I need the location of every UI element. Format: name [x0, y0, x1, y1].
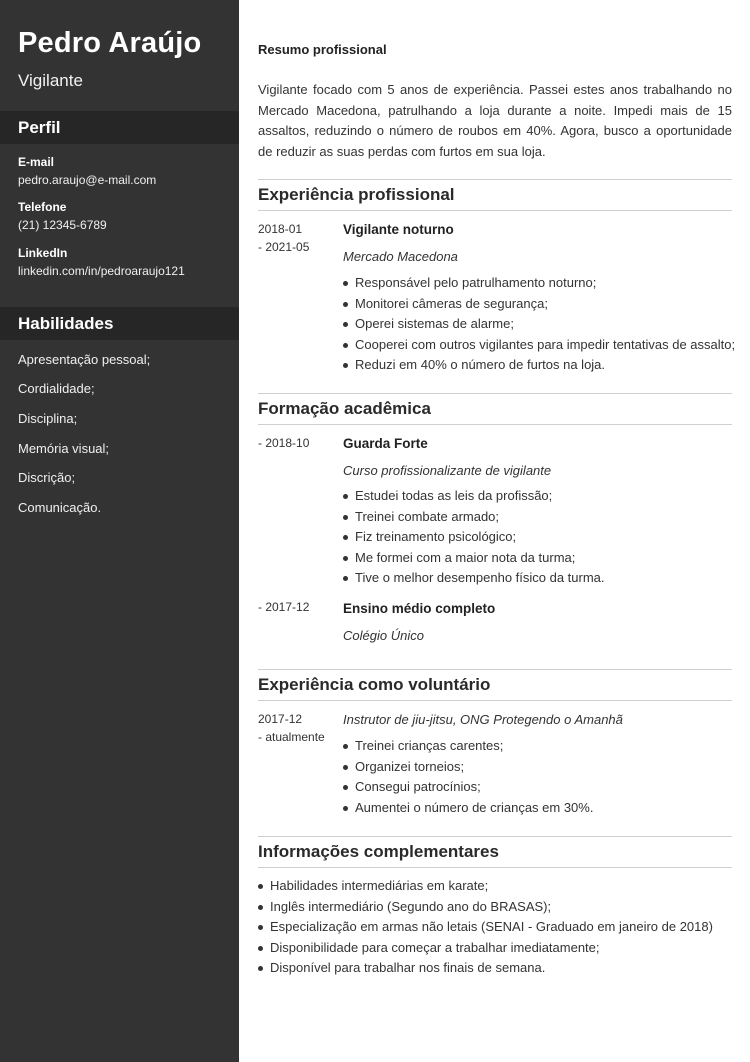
education-bullets [343, 486, 605, 589]
list-item: Fiz treinamento psicológico; [343, 527, 605, 548]
entry-date-end: - atualmente [258, 730, 325, 744]
skill-item: Comunicação. [18, 500, 102, 515]
skill-item: Memória visual; [18, 441, 110, 456]
list-item: Responsável pelo patrulhamento noturno; [343, 273, 735, 294]
entry-title: Vigilante noturno [343, 222, 454, 237]
list-item: Organizei torneios; [343, 757, 593, 778]
skill-item: Cordialidade; [18, 381, 95, 396]
skill-item: Disciplina; [18, 411, 78, 426]
entry-organization: Mercado Macedona [343, 249, 458, 264]
list-item: Disponibilidade para começar a trabalhar imediatamente; [258, 938, 713, 959]
list-item: Treinei combate armado; [343, 507, 605, 528]
experience-heading: Experiência profissional [258, 179, 732, 211]
sidebar [0, 0, 239, 1062]
profile-heading: Perfil [0, 111, 239, 144]
list-item: Me formei com a maior nota da turma; [343, 548, 605, 569]
education-heading: Formação acadêmica [258, 393, 732, 425]
volunteer-heading: Experiência como voluntário [258, 669, 732, 701]
linkedin-label: LinkedIn [18, 246, 68, 260]
skills-heading: Habilidades [0, 307, 239, 340]
list-item: Aumentei o número de crianças em 30%. [343, 798, 593, 819]
skill-item: Apresentação pessoal; [18, 352, 151, 367]
list-item: Consegui patrocínios; [343, 777, 593, 798]
entry-date: - 2017-12 [258, 600, 310, 614]
list-item: Reduzi em 40% o número de furtos na loja. [343, 355, 735, 376]
entry-title: Ensino médio completo [343, 601, 496, 616]
candidate-name: Pedro Araújo [18, 27, 202, 59]
entry-organization: Curso profissionalizante de vigilante [343, 463, 552, 478]
list-item: Estudei todas as leis da profissão; [343, 486, 605, 507]
list-item: Cooperei com outros vigilantes para impedir tentativas de assalto; [343, 335, 735, 356]
entry-organization: Instrutor de jiu-jitsu, ONG Protegendo o Amanhã [343, 712, 623, 727]
list-item: Tive o melhor desempenho físico da turma. [343, 568, 605, 589]
email-value: pedro.araujo@e-mail.com [18, 173, 157, 187]
list-item: Habilidades intermediárias em karate; [258, 876, 713, 897]
summary-text: Vigilante focado com 5 anos de experiência. Passei estes anos trabalhando no Mercado Macedona, patrulhando a loja durante a noite. Impedi mais de 15 assaltos, reduzindo o número de roubos em 40%. Agora, busco a oportunidade de reduzir as suas perdas com furtos em sua loja. [258, 82, 732, 159]
additional-bullets [258, 876, 713, 979]
list-item: Especialização em armas não letais (SENAI - Graduado em janeiro de 2018) [258, 917, 713, 938]
entry-date-start: 2018-01 [258, 222, 303, 236]
list-item: Operei sistemas de alarme; [343, 314, 735, 335]
list-item: Treinei crianças carentes; [343, 736, 593, 757]
list-item: Monitorei câmeras de segurança; [343, 294, 735, 315]
candidate-role: Vigilante [18, 71, 83, 90]
entry-organization: Colégio Único [343, 628, 424, 643]
phone-label: Telefone [18, 200, 67, 214]
additional-heading: Informações complementares [258, 836, 732, 868]
list-item: Inglês intermediário (Segundo ano do BRASAS); [258, 897, 713, 918]
list-item: Disponível para trabalhar nos finais de semana. [258, 958, 713, 979]
email-label: E-mail [18, 155, 55, 169]
entry-date: - 2018-10 [258, 436, 310, 450]
experience-bullets [343, 273, 735, 376]
entry-title: Guarda Forte [343, 436, 428, 451]
skill-item: Discrição; [18, 470, 76, 485]
summary-title: Resumo profissional [258, 42, 387, 57]
linkedin-value: linkedin.com/in/pedroaraujo121 [18, 264, 185, 278]
entry-date-end: - 2021-05 [258, 240, 310, 254]
phone-value: (21) 12345-6789 [18, 218, 107, 232]
volunteer-bullets [343, 736, 593, 818]
entry-date-start: 2017-12 [258, 712, 303, 726]
